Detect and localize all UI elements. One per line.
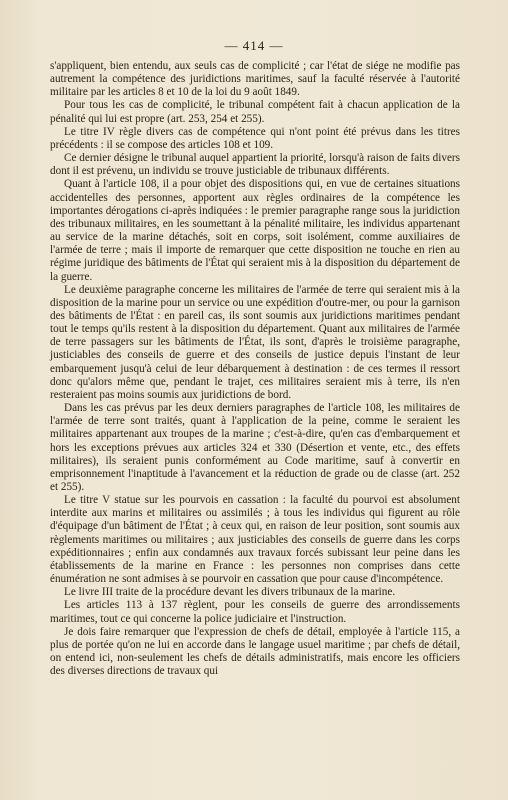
paragraph: Pour tous les cas de complicité, le tribunal compétent fait à chacun application de la pénalité qui lui est propre (art. 253, 254 et 255). <box>50 99 460 125</box>
paragraph: Les articles 113 à 137 règlent, pour les conseils de guerre des arrondissements maritimes, tout ce qui concerne la police judiciaire et l'instruction. <box>50 599 460 625</box>
paragraph: Je dois faire remarquer que l'expression de chefs de détail, employée à l'article 115, a plus de portée qu'on ne lui en accorde dans le langage usuel maritime ; par chefs de détail, on entend ici, non-seulement les chefs de détails administratifs, mais encore les officiers des diverses directions de travaux qui <box>50 625 460 678</box>
paragraph: s'appliquent, bien entendu, aux seuls cas de complicité ; car l'état de siége ne modifie pas autrement la compétence des juridictions maritimes, sauf la faculté réservée à l'autorité militaire par les articles 8 et 10 de la loi du 9 août 1849. <box>50 60 460 99</box>
paragraph: Quant à l'article 108, il a pour objet des dispositions qui, en vue de certaines situations accidentelles des personnes, apportent aux règles ordinaires de la compétence les importantes dérogations ci-après indiquées : le premier paragraphe range sous la juridiction des tribunaux militaires, en les soumettant à la pénalité militaire, les individus appartenant au service de la marine détachés, soit en corps, soit isolément, comme auxiliaires de l'armée de terre ; mais il importe de remarquer que cette disposition ne touche en rien au régime juridique des bâtiments de l'État qui seraient mis à la disposition du département de la guerre. <box>50 178 460 283</box>
page-number: — 414 — <box>224 38 284 53</box>
paragraph: Le livre III traite de la procédure devant les divers tribunaux de la marine. <box>64 586 396 599</box>
paragraph: Le titre V statue sur les pourvois en cassation : la faculté du pourvoi est absolument interdite aux marins et militaires ou assimilés ; à tous les individus qui figurent au rôle d'équipage d'un bâtiment de l'État ; à ceux qui, en raison de leur position, sont soumis aux règlements maritimes ou militaires ; aux justiciables des conseils de guerre dans les corps expéditionnaires ; enfin aux condamnés aux travaux forcés subissant leur peine dans les établissements de la marine en France : les personnes non comprises dans cette énumération ne sont admises à se pourvoir en cassation que pour cause d'incompétence. <box>50 494 460 586</box>
paragraph: Le titre IV règle divers cas de compétence qui n'ont point été prévus dans les titres précédents : il se compose des articles 108 et 109. <box>50 125 460 151</box>
paragraph: Le deuxième paragraphe concerne les militaires de l'armée de terre qui seraient mis à la disposition de la marine pour un service ou une expédition d'outre-mer, ou pour la garnison des bâtiments de l'État : en pareil cas, ils sont soumis aux juridictions maritimes pendant tout le temps qu'ils restent à la disposition du département. Quant aux militaires de l'armée de terre passagers sur les bâtiments de l'État, ils sont, d'après le troisième paragraphe, justiciables des conseils de guerre et des conseils de justice depuis l'instant de leur embarquement jusqu'à celui de leur débarquement à destination : de ces termes il ressort donc qu'alors même que, pendant le trajet, ces militaires seraient mis à terre, ils n'en resteraient pas moins soumis aux juridictions de bord. <box>50 283 460 401</box>
paragraph: Ce dernier désigne le tribunal auquel appartient la priorité, lorsqu'à raison de faits divers dont il est prévenu, un individu se trouve justiciable de tribunaux différents. <box>50 152 460 178</box>
page-body <box>50 60 460 678</box>
paragraph: Dans les cas prévus par les deux derniers paragraphes de l'article 108, les militaires de l'armée de terre sont traités, quant à l'application de la peine, comme le seraient les militaires appartenant aux troupes de la marine ; c'est-à-dire, qu'en cas d'embarquement et hors les exceptions prévues aux articles 324 et 330 (Désertion et vente, etc., des effets militaires), ils seraient punis conformément au Code maritime, sauf à convertir en emprisonnement l'inaptitude à l'avancement et la réduction de grade ou de classe (art. 252 et 255). <box>50 402 460 493</box>
